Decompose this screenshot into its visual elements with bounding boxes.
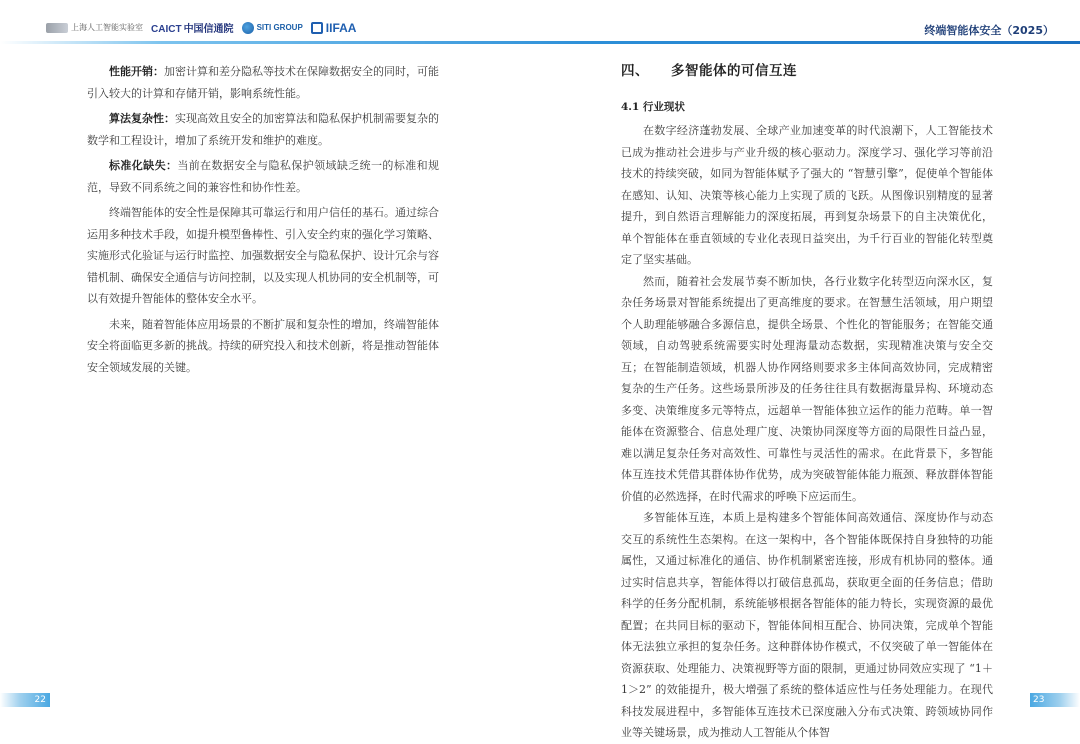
right-paragraph: 然而，随着社会发展节奏不断加快，各行业数字化转型迈向深水区，复杂任务场景对智能系统提出了更高维度的要求。在智慧生活领域，用户期望个人助理能够融合多源信息，提供全场景、个性化的智能服务；在智能交通领域，自动驾驶系统需要实时处理海量动态数据，实现精准决策与安全交互；在智能制造领域，机器人协作网络则要求多主体间高效协同，完成精密复杂的生产任务。这些场景所涉及的任务往往具有数据海量异构、环境动态多变、决策维度多元等特点，远超单一智能体独立运作的能力范畴。单一智能体在资源整合、信息处理广度、决策协同深度等方面的局限性日益凸显，难以满足复杂任务对高效性、可靠性与灵活性的需求。在此背景下，多智能体互连技术凭借其群体协作优势，成为突破智能体能力瓶颈、释放群体智能价值的必然选择，在时代需求的呼唤下应运而生。: [621, 274, 993, 503]
ifaa-logo: [311, 21, 357, 35]
right-paragraph: 在数字经济蓬勃发展、全球产业加速变革的时代浪潮下，人工智能技术已成为推动社会进步与产业升级的核心驱动力。深度学习、强化学习等前沿技术的持续突破，如同为智能体赋予了强大的 “智慧引擎”，促使单个智能体在感知、认知、决策等核心能力上实现了质的飞跃。从图像识别精度的显著提升，到自然语言理解能力的深度拓展，再到复杂场景下的自主决策优化，单个智能体在垂直领域的专业化表现日益突出，为千行百业的智能化转型奠定了坚实基础。: [621, 124, 993, 266]
document-title: 终端智能体安全（2025）: [924, 24, 1054, 37]
ifaa-logo-icon: [311, 22, 323, 34]
left-paragraph: [87, 314, 439, 379]
paragraph-text: 当前在数据安全与隐私保护领域缺乏统一的标准和规范，导致不同系统之间的兼容性和协作性差。: [87, 159, 440, 194]
page-number-left: [0, 693, 50, 707]
left-paragraph: [87, 61, 439, 104]
term-label: 标准化缺失：: [109, 159, 178, 172]
sai-logo: [46, 21, 143, 35]
siti-logo-label: SITI GROUP: [256, 23, 303, 32]
left-paragraph: [87, 108, 439, 151]
paragraph-text: 加密计算和差分隐私等技术在保障数据安全的同时，可能引入较大的计算和存储开销，影响系统性能。: [87, 65, 439, 100]
partner-logos: [46, 20, 356, 35]
paragraph-text: 实现高效且安全的加密算法和隐私保护机制需要复杂的数学和工程设计，增加了系统开发和维护的难度。: [87, 112, 439, 147]
term-label: 算法复杂性：: [109, 112, 175, 125]
left-page-body: [87, 61, 439, 382]
sai-logo-icon: [46, 23, 68, 33]
caict-logo-cn: 中国信通院: [183, 24, 234, 35]
paragraph-text: 终端智能体的安全性是保障其可靠运行和用户信任的基石。通过综合运用多种技术手段，如提升模型鲁棒性、引入安全约束的强化学习策略、实施形式化验证与运行时监控、加强数据安全与隐私保护、设计冗余与容错机制、确保安全通信与访问控制，以及实现人机协同的安全机制等，可以有效提升智能体的整体安全水平。: [87, 206, 439, 305]
right-paragraph: 多智能体互连，本质上是构建多个智能体间高效通信、深度协作与动态交互的系统性生态架构。在这一架构中，各个智能体既保持自身独特的功能属性，又通过标准化的通信、协作机制紧密连接，形成有机协同的整体。通过实时信息共享，智能体得以打破信息孤岛，获取更全面的任务信息；借助科学的任务分配机制，系统能够根据各智能体的能力特长，实现资源的最优配置；在共同目标的驱动下，智能体间相互配合、协同决策，完成单个智能体无法独立承担的复杂任务。这种群体协作模式，不仅突破了单一智能体在资源获取、处理能力、决策视野等方面的限制，更通过协同效应实现了 “1＋1＞2” 的效能提升，极大增强了系统的整体适应性与任务处理能力。在现代科技发展进程中，多智能体互连技术已深度融入分布式决策、跨领域协同作业等关键场景，成为推动人工智能从个体智: [621, 511, 993, 739]
page-number-right: [1030, 693, 1080, 707]
siti-logo-icon: [242, 22, 254, 34]
left-paragraph: [87, 155, 439, 198]
page-header: [0, 0, 1080, 46]
caict-logo-en: CAICT: [151, 24, 182, 35]
section-number: 四、: [621, 63, 649, 79]
right-page-body: [621, 61, 993, 744]
sai-logo-label: 上海人工智能实验室: [71, 23, 143, 32]
page-number-right-label: 23: [1033, 695, 1045, 705]
section-title: 多智能体的可信互连: [671, 63, 797, 79]
siti-logo: [242, 22, 303, 34]
page-number-left-label: 22: [34, 695, 46, 705]
subsection-heading: 4.1 行业现状: [621, 100, 685, 113]
term-label: 性能开销：: [109, 65, 164, 78]
ifaa-logo-label: IIFAA: [325, 20, 357, 35]
header-rule: [0, 41, 1080, 44]
left-paragraph: [87, 202, 439, 310]
caict-logo: [151, 20, 234, 35]
paragraph-text: 未来，随着智能体应用场景的不断扩展和复杂性的增加，终端智能体安全将面临更多新的挑战。持续的研究投入和技术创新，将是推动智能体安全领域发展的关键。: [87, 317, 439, 374]
section-heading: [621, 61, 993, 83]
